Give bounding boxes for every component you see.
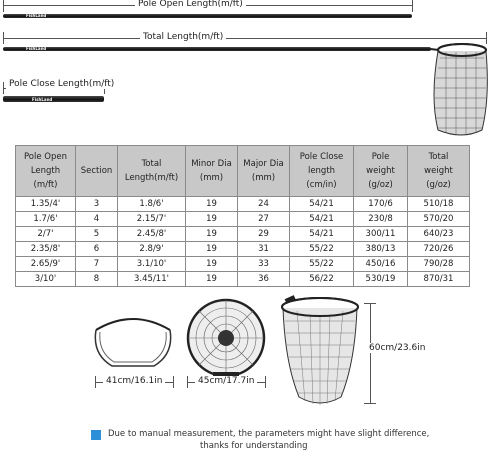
header-pole-close-length: Pole Close length (cm/in) (290, 146, 354, 197)
pole-close-image (3, 96, 104, 102)
table-cell: 55/22 (290, 257, 354, 272)
table-cell: 19 (186, 272, 238, 287)
table-cell: 29 (238, 227, 290, 242)
landing-net-image (420, 38, 488, 140)
table-cell: 3.1/10' (118, 257, 186, 272)
hoop-diameter-label: 45cm/17.7in (195, 376, 257, 386)
table-cell: 570/20 (408, 212, 470, 227)
pole-open-brand: FishLand (26, 13, 47, 18)
table-cell: 640/23 (408, 227, 470, 242)
measurement-note (108, 428, 429, 452)
table-cell: 510/18 (408, 197, 470, 212)
total-pole-brand: FishLand (26, 46, 47, 51)
measurement-note-line1: Due to manual measurement, the parameters might have slight difference, (108, 429, 430, 439)
table-row (16, 212, 470, 227)
header-minor-dia: Minor Dia (mm) (186, 146, 238, 197)
table-cell: 54/21 (290, 197, 354, 212)
pole-close-length-label: Pole Close Length(m/ft) (6, 79, 117, 89)
net-side-view-image (275, 293, 365, 411)
table-cell: 870/31 (408, 272, 470, 287)
table-cell: 2/7' (16, 227, 76, 242)
header-section: Section (76, 146, 118, 197)
table-row (16, 257, 470, 272)
table-cell: 54/21 (290, 227, 354, 242)
hoop-diameter-tick-right (265, 376, 266, 388)
header-pole-open-length: Pole Open Length (m/ft) (16, 146, 76, 197)
table-cell: 2.8/9' (118, 242, 186, 257)
table-row (16, 242, 470, 257)
table-cell: 380/13 (354, 242, 408, 257)
table-cell: 230/8 (354, 212, 408, 227)
header-major-dia: Major Dia (mm) (238, 146, 290, 197)
table-cell: 170/6 (354, 197, 408, 212)
table-cell: 2.65/9' (16, 257, 76, 272)
net-depth-tick-top (364, 303, 376, 304)
folded-frame-image (88, 310, 178, 372)
spec-table (15, 145, 470, 287)
table-cell: 19 (186, 197, 238, 212)
table-cell: 19 (186, 242, 238, 257)
total-pole-image (3, 47, 431, 51)
table-cell: 2.35/8' (16, 242, 76, 257)
table-cell: 720/26 (408, 242, 470, 257)
table-cell: 56/22 (290, 272, 354, 287)
table-cell: 790/28 (408, 257, 470, 272)
table-cell: 19 (186, 227, 238, 242)
net-depth-label: 60cm/23.6in (366, 343, 428, 353)
total-dim-line (3, 38, 486, 39)
table-cell: 8 (76, 272, 118, 287)
table-cell: 1.7/6' (16, 212, 76, 227)
measurement-note-line2: thanks for understanding (200, 441, 308, 451)
table-row (16, 227, 470, 242)
table-cell: 33 (238, 257, 290, 272)
pole-open-dim-tick-left (3, 0, 4, 12)
table-cell: 5 (76, 227, 118, 242)
table-cell: 530/19 (354, 272, 408, 287)
hoop-top-view-image (183, 296, 269, 382)
pole-open-image (3, 14, 412, 18)
header-pole-weight: Pole weight (g/oz) (354, 146, 408, 197)
table-cell: 27 (238, 212, 290, 227)
table-cell: 55/22 (290, 242, 354, 257)
frame-width-tick-right (173, 376, 174, 388)
table-row (16, 197, 470, 212)
header-total-length: Total Length(m/ft) (118, 146, 186, 197)
header-total-weight: Total weight (g/oz) (408, 146, 470, 197)
table-cell: 7 (76, 257, 118, 272)
table-cell: 6 (76, 242, 118, 257)
table-cell: 300/11 (354, 227, 408, 242)
table-cell: 3.45/11' (118, 272, 186, 287)
frame-width-label: 41cm/16.1in (103, 376, 165, 386)
table-cell: 450/16 (354, 257, 408, 272)
table-cell: 1.8/6' (118, 197, 186, 212)
table-cell: 3 (76, 197, 118, 212)
table-cell: 3/10' (16, 272, 76, 287)
spec-table-header-row (16, 146, 470, 197)
table-row (16, 272, 470, 287)
net-depth-tick-top-line (370, 303, 371, 403)
table-cell: 2.15/7' (118, 212, 186, 227)
net-depth-tick-bottom (364, 403, 376, 404)
table-cell: 31 (238, 242, 290, 257)
pole-open-length-label: Pole Open Length(m/ft) (135, 0, 246, 9)
table-cell: 4 (76, 212, 118, 227)
total-length-label: Total Length(m/ft) (140, 32, 226, 42)
table-cell: 1.35/4' (16, 197, 76, 212)
table-cell: 19 (186, 257, 238, 272)
pole-open-dim-tick-right (412, 0, 413, 12)
table-cell: 19 (186, 212, 238, 227)
pole-close-brand: FishLand (32, 97, 53, 102)
table-cell: 2.45/8' (118, 227, 186, 242)
table-cell: 24 (238, 197, 290, 212)
table-cell: 36 (238, 272, 290, 287)
note-bullet-icon (91, 430, 101, 440)
table-cell: 54/21 (290, 212, 354, 227)
